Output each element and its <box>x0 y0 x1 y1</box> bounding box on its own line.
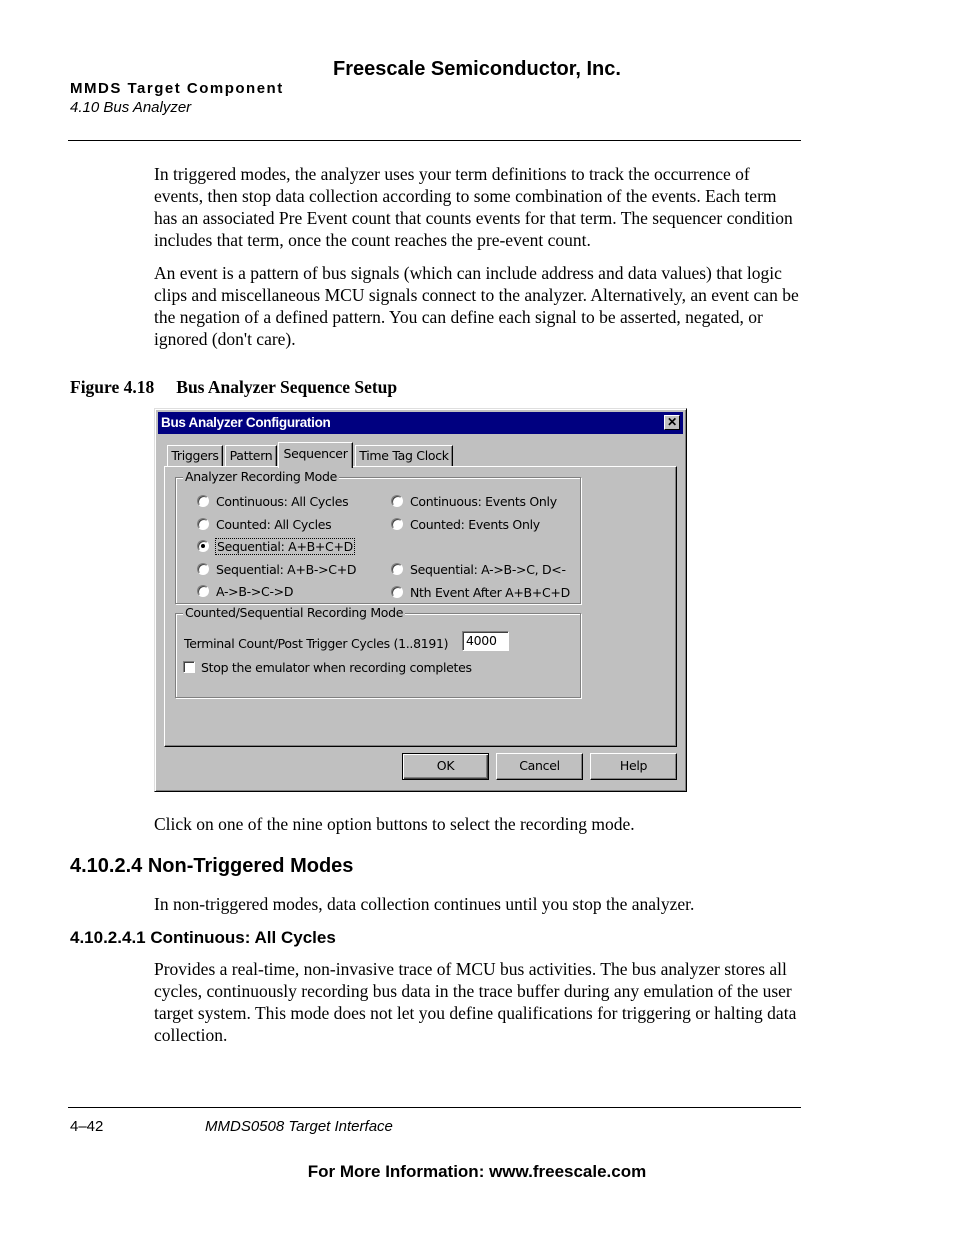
group-label: Counted/Sequential Recording Mode <box>185 605 404 620</box>
radio-continuous-all-cycles[interactable] <box>197 493 348 509</box>
radio-button[interactable] <box>197 518 209 530</box>
radio-button[interactable] <box>197 495 209 507</box>
paragraph-text: In non-triggered modes, data collection continues until you stop the analyzer. <box>154 894 695 914</box>
footer-rule <box>68 1107 801 1108</box>
bus-analyzer-dialog <box>154 408 687 792</box>
intro-paragraph-1 <box>154 163 802 251</box>
option-label: A->B->C->D <box>216 583 294 599</box>
heading-non-triggered <box>70 855 353 878</box>
radio-button-selected[interactable] <box>197 540 209 552</box>
intro-paragraph-2 <box>154 262 802 350</box>
radio-button[interactable] <box>197 563 209 575</box>
option-label: Continuous: Events Only <box>410 493 557 509</box>
radio-button[interactable] <box>391 495 403 507</box>
radio-button[interactable] <box>197 585 209 597</box>
paragraph-text: Provides a real-time, non-invasive trace of MCU bus activities. The bus analyzer stores all cycles, continuously recording bus data in the trace buffer during any emulation of the user target system. This mode does not let you define qualifications for triggering or halting data collection. <box>154 959 797 1045</box>
radio-counted-events-only[interactable] <box>391 516 540 532</box>
radio-button[interactable] <box>391 518 403 530</box>
option-label: Nth Event After A+B+C+D <box>410 584 570 600</box>
terminal-count-label: Terminal Count/Post Trigger Cycles (1..8191) <box>184 636 449 651</box>
help-button[interactable]: Help <box>590 753 677 780</box>
more-info-link: For More Information: www.freescale.com <box>307 1162 647 1181</box>
checkbox-label: Stop the emulator when recording completes <box>201 659 472 675</box>
after-figure-text <box>154 813 802 835</box>
section-tag: MMDS Target Component <box>70 80 284 97</box>
radio-nth-event[interactable] <box>391 584 570 600</box>
option-label: Counted: Events Only <box>410 516 540 532</box>
non-triggered-text <box>154 893 802 915</box>
recording-mode-group <box>175 469 581 604</box>
ok-button[interactable]: OK <box>402 753 489 780</box>
continuous-all-cycles-text <box>154 958 802 1046</box>
group-label: Analyzer Recording Mode <box>185 469 338 484</box>
heading-continuous-all-cycles <box>70 928 336 948</box>
figure-title: Bus Analyzer Sequence Setup <box>176 377 398 397</box>
close-icon[interactable]: ✕ <box>664 415 680 430</box>
option-label: Counted: All Cycles <box>216 516 332 532</box>
tab-time-tag-clock[interactable]: Time Tag Clock <box>355 445 453 466</box>
option-label: Sequential: A+B->C+D <box>216 561 357 577</box>
tab-pattern[interactable]: Pattern <box>225 445 277 466</box>
option-label: Sequential: A->B->C, D<- <box>410 561 566 577</box>
radio-sequential-ab-then-cd[interactable] <box>197 561 356 577</box>
paragraph-text: An event is a pattern of bus signals (which can include address and data values) that logic clips and miscellaneous MCU signals connect to the analyzer. Alternatively, an event can be the negation of a defined pattern. You can define each signal to be asserted, negated, or ignored (don't care). <box>154 263 799 349</box>
figure-number: Figure 4.18 <box>70 377 155 397</box>
page-number: 4–42 <box>70 1118 104 1135</box>
option-label: Sequential: A+B+C+D <box>217 538 353 554</box>
company-name: Freescale Semiconductor, Inc. <box>333 58 621 80</box>
radio-continuous-events-only[interactable] <box>391 493 557 509</box>
radio-a-b-c-d-chain[interactable] <box>197 583 293 599</box>
tab-triggers[interactable]: Triggers <box>167 445 223 466</box>
counted-sequential-group <box>175 605 581 698</box>
option-label: Continuous: All Cycles <box>216 493 349 509</box>
cancel-button[interactable]: Cancel <box>496 753 583 780</box>
figure-caption <box>70 377 397 398</box>
terminal-count-input[interactable]: 4000 <box>462 631 509 651</box>
radio-sequential-a-b-c-d-reverse[interactable] <box>391 561 566 577</box>
document-title: MMDS0508 Target Interface <box>205 1118 393 1135</box>
dialog-title: Bus Analyzer Configuration <box>161 415 331 430</box>
stop-emulator-checkbox[interactable] <box>183 661 195 673</box>
paragraph-text: Click on one of the nine option buttons to select the recording mode. <box>154 814 635 834</box>
radio-counted-all-cycles[interactable] <box>197 516 331 532</box>
radio-button[interactable] <box>391 586 403 598</box>
paragraph-text: In triggered modes, the analyzer uses your term definitions to track the occurrence of events, then stop data collection according to some combination of the events. Each term has an associated Pre Event count that counts events for that term. The sequencer condition includes that term, once the count reaches the pre-event count. <box>154 164 793 250</box>
section-heading: 4.10.2.4 Non-Triggered Modes <box>70 855 354 877</box>
stop-emulator-checkbox-row[interactable] <box>183 659 472 675</box>
section-subtitle: 4.10 Bus Analyzer <box>70 99 192 116</box>
dialog-titlebar[interactable] <box>158 412 683 434</box>
radio-sequential-a-b-c-d[interactable] <box>197 538 354 554</box>
subsection-heading: 4.10.2.4.1 Continuous: All Cycles <box>70 928 336 947</box>
radio-button[interactable] <box>391 563 403 575</box>
tab-sequencer[interactable]: Sequencer <box>278 442 353 468</box>
header-rule <box>68 140 801 141</box>
